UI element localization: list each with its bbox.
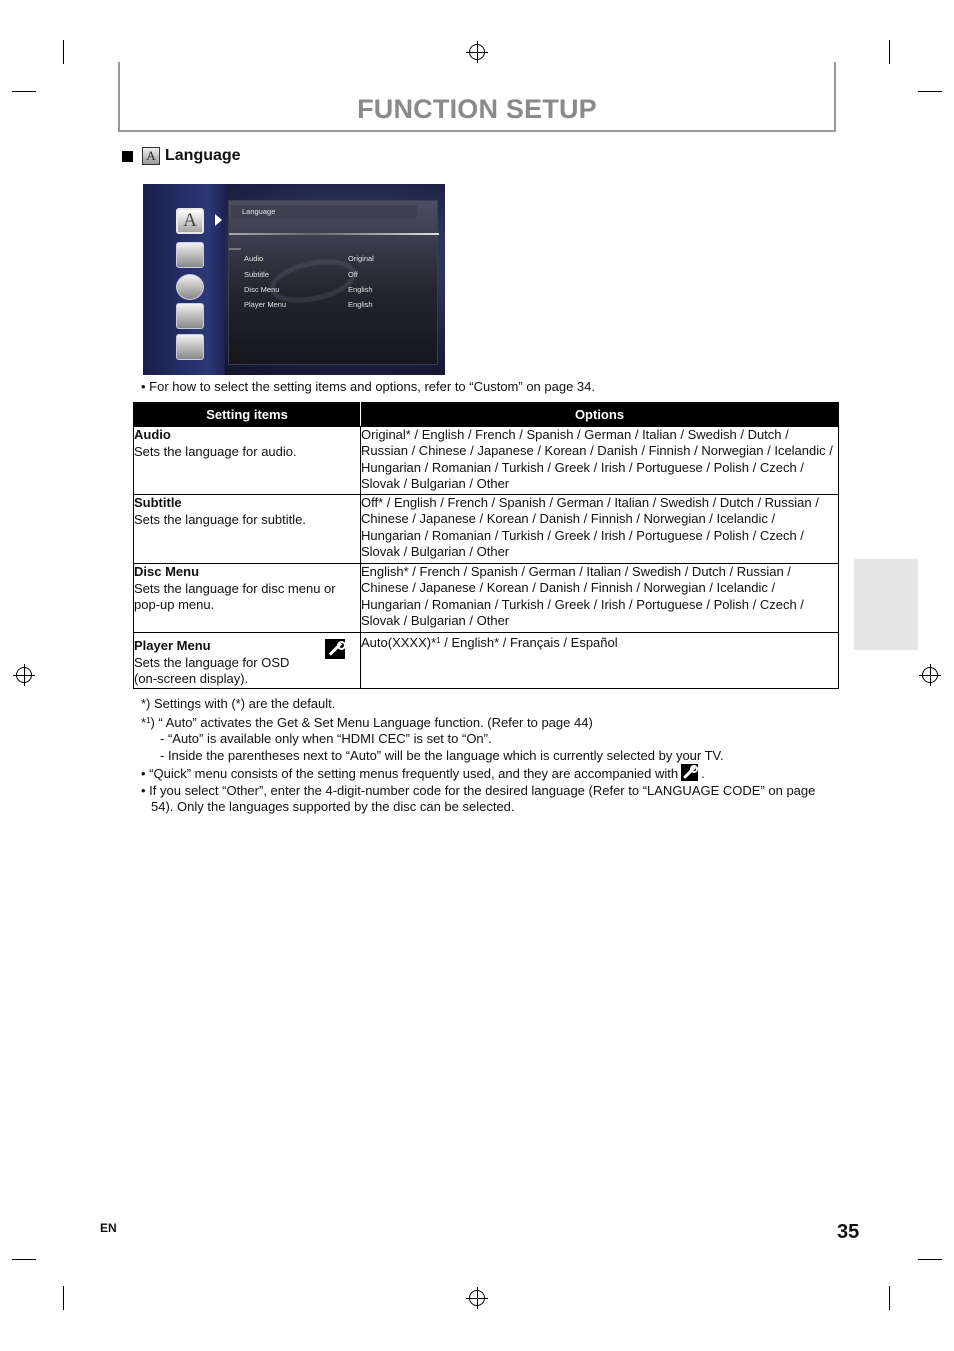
menu-sidebar	[143, 184, 225, 375]
default-note: *) Settings with (*) are the default.	[141, 696, 336, 711]
setting-item-cell	[134, 564, 361, 633]
registration-mark-icon	[922, 667, 938, 683]
menu-row-value: English	[348, 300, 373, 309]
reference-note: • For how to select the setting items and options, refer to “Custom” on page 34.	[141, 379, 596, 394]
menu-row-value: Off	[348, 270, 358, 279]
setting-description: Sets the language for disc menu or pop-up menu.	[134, 581, 336, 612]
crop-mark	[63, 1286, 64, 1310]
menu-row-value: Original	[348, 254, 374, 263]
display-icon	[176, 242, 204, 268]
quick-menu-icon	[325, 639, 345, 659]
column-header: Setting items	[134, 403, 361, 427]
language-icon: A	[142, 147, 160, 165]
registration-mark-icon	[16, 667, 32, 683]
table-row	[134, 633, 839, 689]
language-label: EN	[100, 1221, 117, 1235]
crop-mark	[12, 1259, 36, 1260]
table-header	[134, 403, 839, 427]
crop-mark	[918, 91, 942, 92]
setting-item-cell	[134, 427, 361, 495]
menu-row-label: Subtitle	[244, 270, 270, 279]
chapter-tab	[854, 559, 918, 650]
panel-title: Language	[231, 205, 417, 219]
section-title: Language	[165, 147, 241, 164]
setting-item-cell	[134, 495, 361, 564]
square-bullet-icon	[122, 151, 133, 162]
menu-row-label: Player Menu	[244, 300, 287, 309]
selection-arrow-icon	[215, 214, 222, 226]
registration-mark-icon	[469, 1290, 485, 1306]
table-row	[134, 495, 839, 564]
column-header: Options	[361, 403, 839, 427]
footnote-sub: - “Auto” is available only when “HDMI CEC” is set to “On”.	[160, 731, 492, 746]
table-row	[134, 564, 839, 633]
menu-row-label: Disc Menu	[244, 285, 280, 294]
menu-row-label: Audio	[244, 254, 264, 263]
notes	[141, 696, 831, 815]
options-cell: Off* / English / French / Spanish / German / Italian / Swedish / Dutch / Russian / Chinese / Japanese / Korean / Danish / Finnish / Norwegian / Icelandic / Hungarian / Romanian / Turkish / Greek / Irish / Portuguese / Polish / Czech / Slovak / Bulgarian / Other	[361, 495, 839, 564]
setting-item-cell	[134, 633, 361, 689]
language-panel	[228, 200, 438, 365]
crop-mark	[918, 1259, 942, 1260]
setting-description: Sets the language for audio.	[134, 444, 297, 459]
crop-mark	[63, 40, 64, 64]
setting-name: Subtitle	[134, 495, 182, 510]
page-number: 35	[837, 1221, 860, 1243]
page-title: FUNCTION SETUP	[357, 94, 597, 124]
divider	[229, 233, 439, 235]
audio-icon	[176, 274, 204, 300]
title-frame	[118, 62, 836, 132]
divider	[229, 248, 241, 250]
section-heading	[122, 145, 241, 167]
setting-description: Sets the language for OSD (on-screen display).	[134, 655, 290, 686]
registration-mark-icon	[469, 44, 485, 60]
language-icon: A	[176, 208, 204, 234]
settings-table	[133, 402, 839, 689]
menu-screenshot	[143, 184, 445, 375]
menu-row-value: English	[348, 285, 373, 294]
quick-note: • “Quick” menu consists of the setting menus frequently used, and they are accompanied with .	[141, 766, 705, 781]
footnote: *$^1$) “ Auto” activates the Get & Set Menu Language function. (Refer to page 44)	[141, 714, 593, 730]
crop-mark	[12, 91, 36, 92]
others-icon	[176, 334, 204, 360]
footnote-sub: - Inside the parentheses next to “Auto” will be the language which is currently selected by your TV.	[160, 747, 724, 763]
setting-name: Audio	[134, 427, 171, 442]
crop-mark	[889, 40, 890, 64]
options-cell: Original* / English / French / Spanish / German / Italian / Swedish / Dutch / Russian / Chinese / Japanese / Korean / Danish / Finnish / Norwegian / Icelandic / Hungarian / Romanian / Turkish / Greek / Irish / Portuguese / Polish / Czech / Slovak / Bulgarian / Other	[361, 427, 839, 495]
setting-description: Sets the language for subtitle.	[134, 512, 307, 527]
other-note: • If you select “Other”, enter the 4-digit-number code for the desired language (Refer to “LANGUAGE CODE” on page 54). Only the languages supported by the disc can be selected.	[141, 782, 816, 814]
table-row	[134, 427, 839, 495]
crop-mark	[889, 1286, 890, 1310]
options-cell: Auto(XXXX)*$^1$ / English* / Français / Español	[361, 633, 839, 689]
options-cell: English* / French / Spanish / German / Italian / Swedish / Dutch / Russian / Chinese / Japanese / Korean / Danish / Finnish / Norwegian / Icelandic / Hungarian / Romanian / Turkish / Greek / Irish / Portuguese / Polish / Czech / Slovak / Bulgarian / Other	[361, 564, 839, 633]
setting-name: Player Menu	[134, 638, 211, 653]
setting-name: Disc Menu	[134, 564, 200, 579]
parental-icon	[176, 303, 204, 329]
quick-menu-icon	[681, 764, 698, 781]
